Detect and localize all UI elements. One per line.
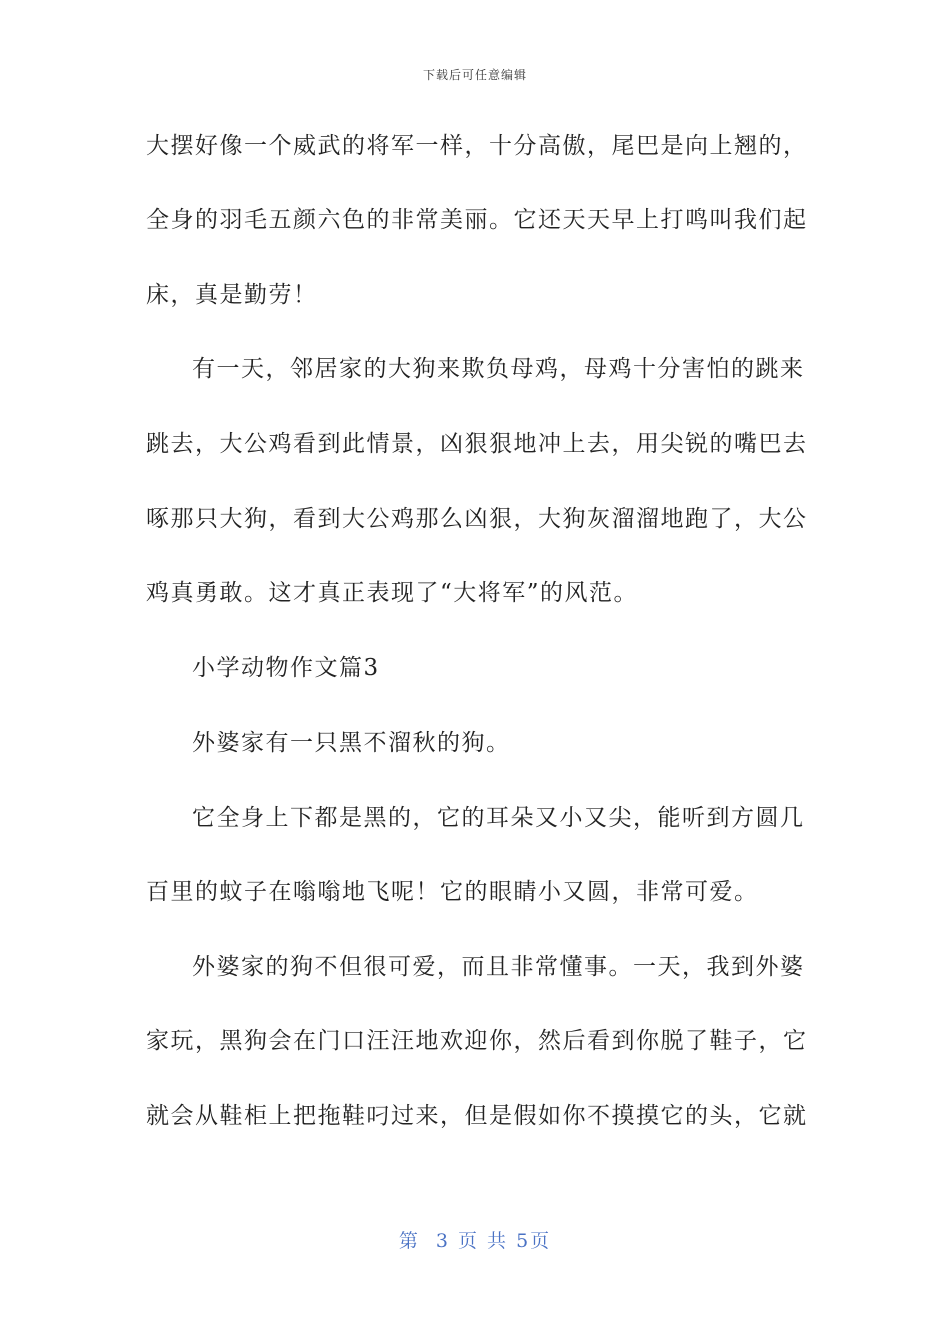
body-line-1: 大摆好像一个威武的将军一样，十分高傲，尾巴是向上翘的，: [146, 133, 808, 159]
page-number: 第 3 页 共 5页: [398, 1230, 552, 1252]
body-line-6: 啄那只大狗，看到大公鸡那么凶狠，大狗灰溜溜地跑了，大公: [146, 506, 808, 532]
body-line-12: 外婆家的狗不但很可爱，而且非常懂事。一天，我到外婆: [192, 954, 805, 980]
body-line-10: 它全身上下都是黑的，它的耳朵又小又尖，能听到方圆几: [192, 805, 805, 831]
body-line-11: 百里的蚊子在嗡嗡地飞呢！它的眼睛小又圆，非常可爱。: [146, 879, 759, 905]
body-line-3: 床，真是勤劳！: [146, 282, 318, 308]
page-header: 下载后可任意编辑: [422, 68, 527, 82]
body-line-5: 跳去，大公鸡看到此情景，凶狠狠地冲上去，用尖锐的嘴巴去: [146, 431, 808, 457]
body-line-14: 就会从鞋柜上把拖鞋叼过来，但是假如你不摸摸它的头，它就: [146, 1103, 808, 1129]
body-line-7: 鸡真勇敢。这才真正表现了“大将军”的风范。: [146, 580, 639, 606]
section-title: 小学动物作文篇3: [192, 655, 380, 681]
body-line-4: 有一天，邻居家的大狗来欺负母鸡，母鸡十分害怕的跳来: [192, 356, 805, 382]
body-line-2: 全身的羽毛五颜六色的非常美丽。它还天天早上打鸣叫我们起: [146, 207, 808, 233]
body-line-9: 外婆家有一只黑不溜秋的狗。: [192, 730, 511, 756]
body-line-13: 家玩，黑狗会在门口汪汪地欢迎你，然后看到你脱了鞋子，它: [146, 1028, 808, 1054]
